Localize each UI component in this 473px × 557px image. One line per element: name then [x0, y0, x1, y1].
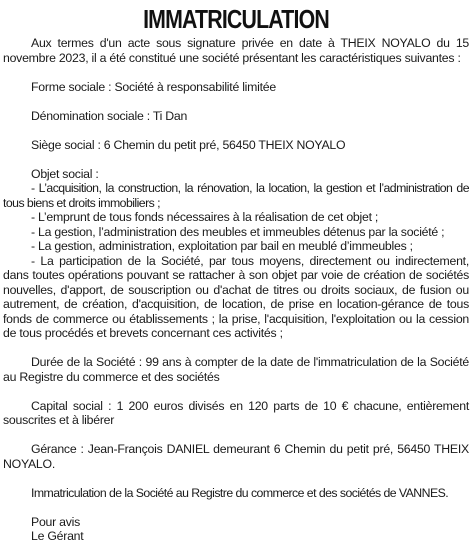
- forme-sociale: Forme sociale : Société à responsabilité limitée: [31, 79, 276, 94]
- objet-item-2: - L’emprunt de tous fonds nécessaires à la réalisation de cet objet ;: [31, 210, 379, 224]
- objet-item-5: - La participation de la Société, par tous moyens, directement ou indirectement, dans toutes opérations pouvant se rattacher à son objet par voie de création de sociétés nouvelles, d'apport, de souscription ou d'achat de titres ou droits sociaux, de fusion ou autrement, de création, d'acquisition, de location, de prise en location-gérance de tous fonds de commerce ou établissements ; la prise, l'acquisition, l'exploitation ou la cession de tous procédés et brevets concernant ces activités ;: [3, 253, 469, 340]
- objet-item-1: - L’acquisition, la construction, la rénovation, la location, la gestion et l’administration de tous biens et droits immobiliers ;: [3, 181, 469, 210]
- objet-social-heading: Objet social :: [31, 166, 99, 181]
- capital-paragraph: Capital social : 1 200 euros divisés en 120 parts de 10 € chacune, entièrement souscrites et à libérer: [3, 398, 469, 427]
- denomination-sociale: Dénomination sociale : Ti Dan: [31, 108, 188, 123]
- siege-social: Siège social : 6 Chemin du petit pré, 56450 THEIX NOYALO: [31, 137, 346, 152]
- objet-item-3: - La gestion, l’administration des meubles et immeubles détenus par la société ;: [31, 224, 445, 239]
- duree-paragraph: Durée de la Société : 99 ans à compter de la date de l'immatriculation de la Société au Registre du commerce et des sociétés: [3, 355, 469, 384]
- intro-paragraph: Aux termes d'un acte sous signature privée en date à THEIX NOYALO du 15 novembre 2023, il a été constitué une société présentant les caractéristiques suivantes :: [3, 36, 469, 65]
- notice-title: IMMATRICULATION: [143, 4, 329, 34]
- immatriculation-paragraph: Immatriculation de la Société au Registre du commerce et des sociétés de VANNES.: [31, 485, 449, 500]
- objet-item-4: - La gestion, administration, exploitation par bail en meublé d’immeubles ;: [31, 239, 413, 253]
- gerance-paragraph: Gérance : Jean-François DANIEL demeurant 6 Chemin du petit pré, 56450 THEIX NOYALO.: [3, 442, 469, 471]
- closing-signature: Le Gérant: [31, 529, 84, 543]
- closing-pour-avis: Pour avis: [31, 514, 81, 529]
